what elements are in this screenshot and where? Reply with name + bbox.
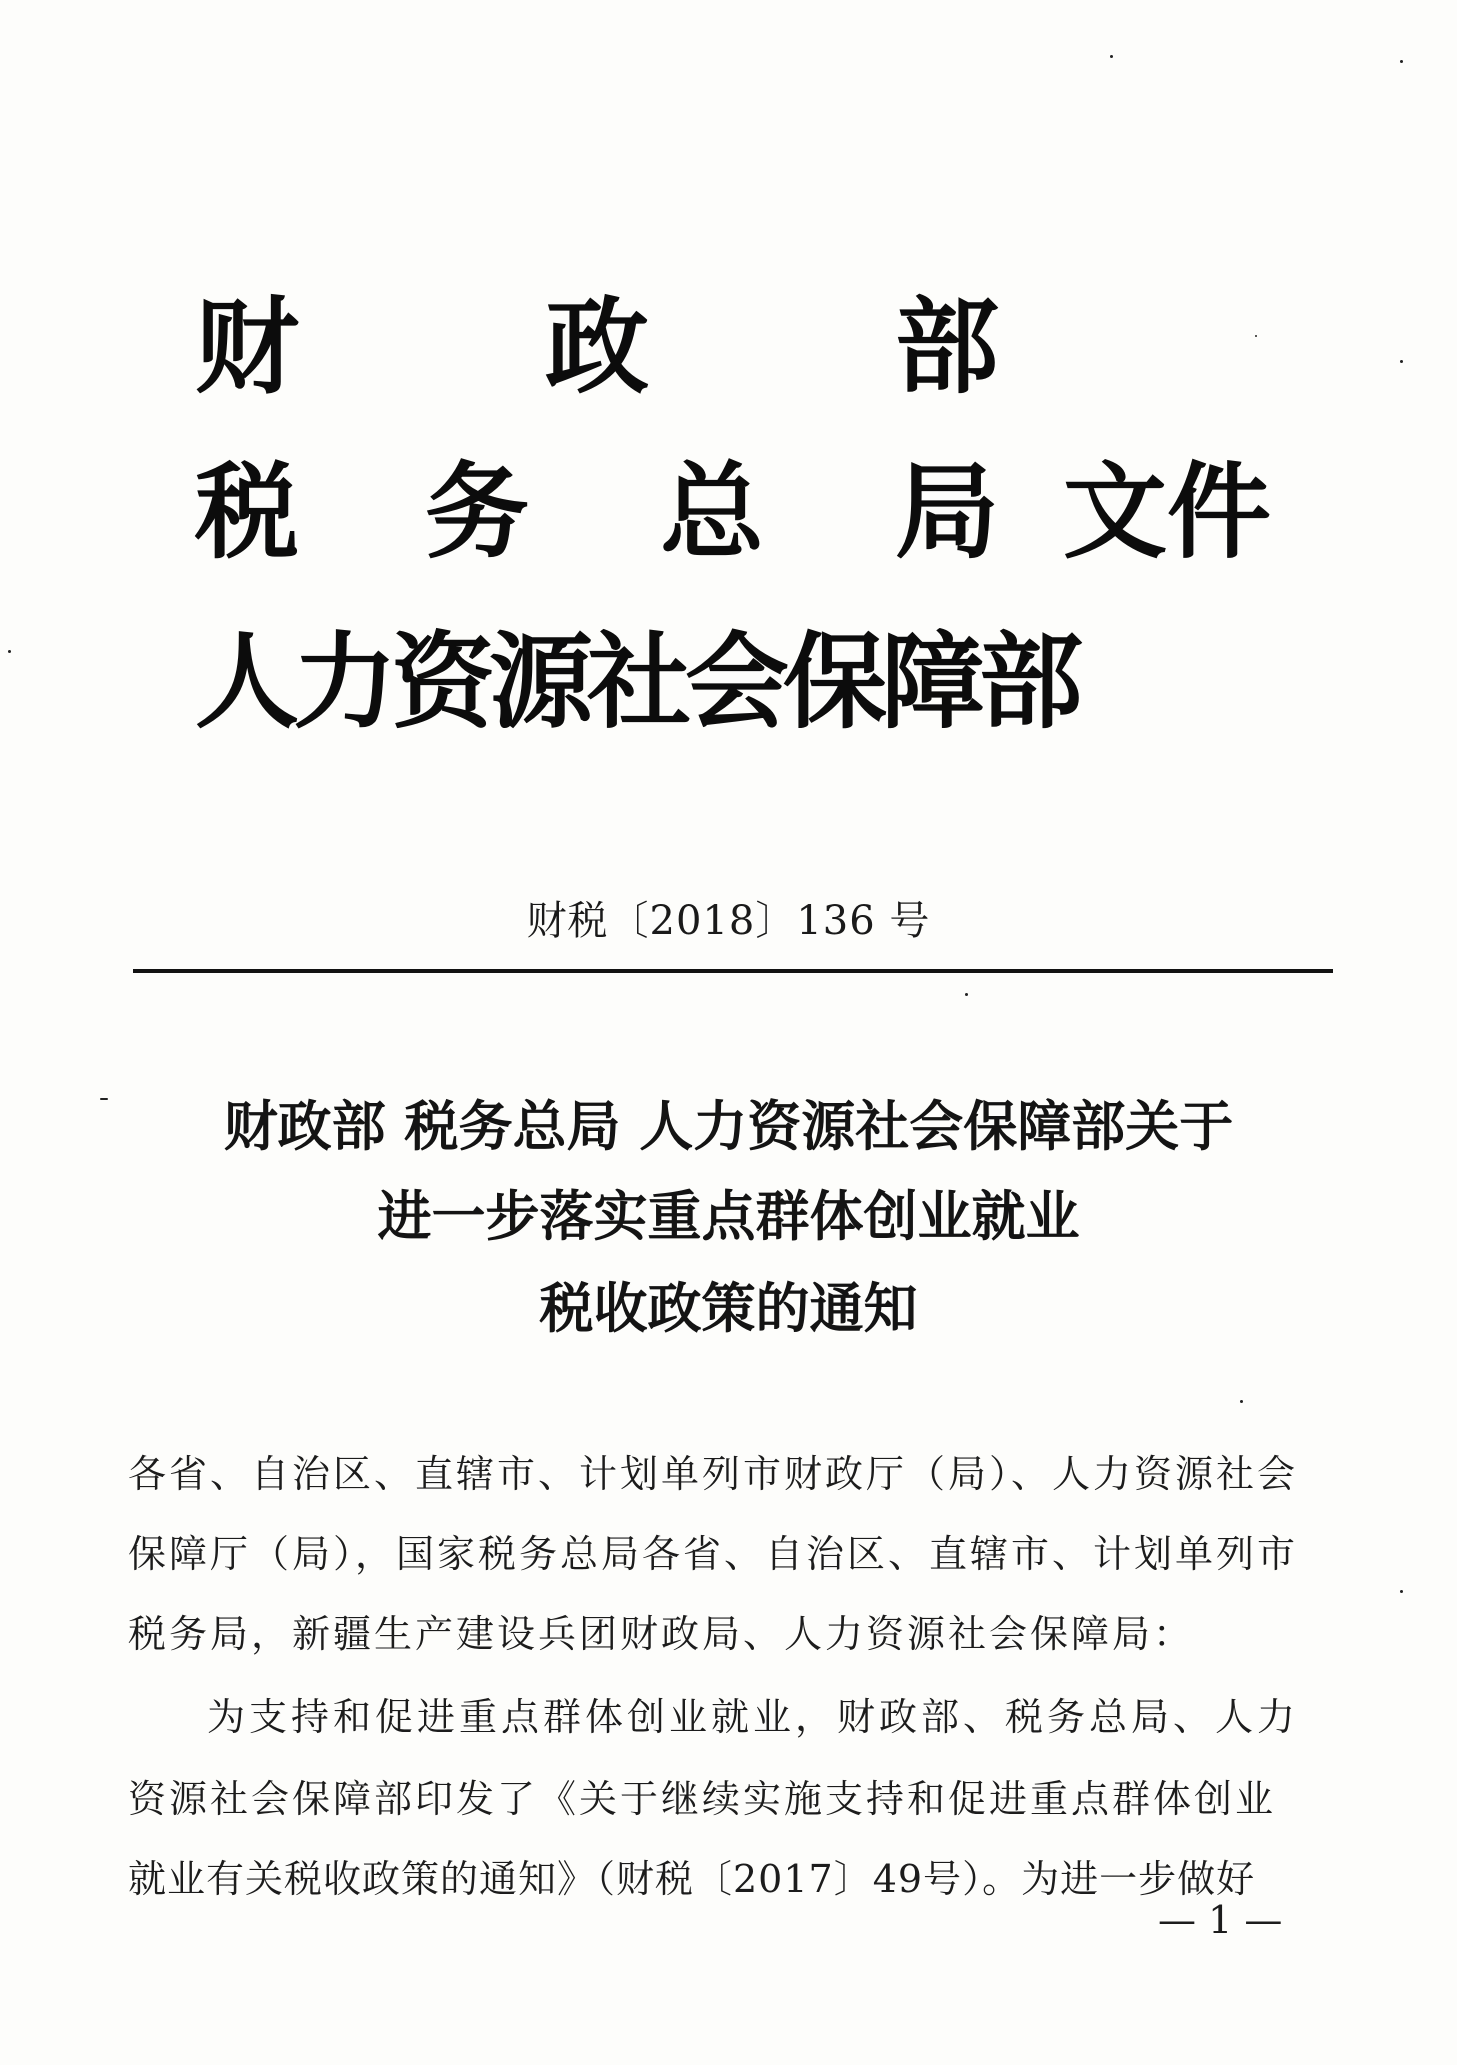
body-paragraph-line-1: 为支持和促进重点群体创业就业，财政部、税务总局、人力 [207, 1695, 1300, 1739]
page-number: — 1 — [1158, 1898, 1283, 1942]
header-char: 税 [195, 451, 300, 573]
header-char: 财 [195, 286, 300, 408]
header-char: 局 [895, 451, 1000, 573]
header-char: 总 [660, 451, 765, 573]
recipients-line-1: 各省、自治区、直辖市、计划单列市财政厅（局）、人力资源社会 [128, 1452, 1299, 1496]
body-paragraph-line-2: 资源社会保障部印发了《关于继续实施支持和促进重点群体创业 [128, 1777, 1277, 1821]
body-paragraph-line-3: 就业有关税收政策的通知》（财税〔2017〕49号）。为进一步做好 [128, 1857, 1256, 1901]
scan-speck [965, 993, 968, 996]
header-char: 部 [895, 286, 1000, 408]
scan-speck [1400, 1590, 1403, 1593]
header-char: 务 [425, 451, 530, 573]
recipients-line-2: 保障厅（局），国家税务总局各省、自治区、直辖市、计划单列市 [128, 1532, 1299, 1576]
scan-speck [8, 650, 11, 653]
header-char: 政 [545, 286, 650, 408]
notice-title-line-3: 税收政策的通知 [539, 1277, 918, 1340]
scan-speck [1400, 60, 1403, 63]
header-separator-rule [133, 969, 1333, 973]
scan-speck [1255, 335, 1257, 337]
recipients-line-3: 税务局，新疆生产建设兵团财政局、人力资源社会保障局： [128, 1612, 1195, 1656]
header-doc-word: 文件 [1063, 451, 1272, 573]
document-number: 财税〔2018〕136 号 [526, 898, 931, 944]
notice-title-line-2: 进一步落实重点群体创业就业 [377, 1185, 1080, 1248]
scan-speck [1240, 1400, 1243, 1403]
notice-title-line-1: 财政部 税务总局 人力资源社会保障部关于 [223, 1095, 1234, 1158]
issuing-authority-line-3: 人力资源社会保障部 [195, 621, 1078, 743]
scan-speck [100, 1098, 108, 1100]
scan-speck [1110, 55, 1113, 58]
scan-speck [1400, 360, 1403, 363]
